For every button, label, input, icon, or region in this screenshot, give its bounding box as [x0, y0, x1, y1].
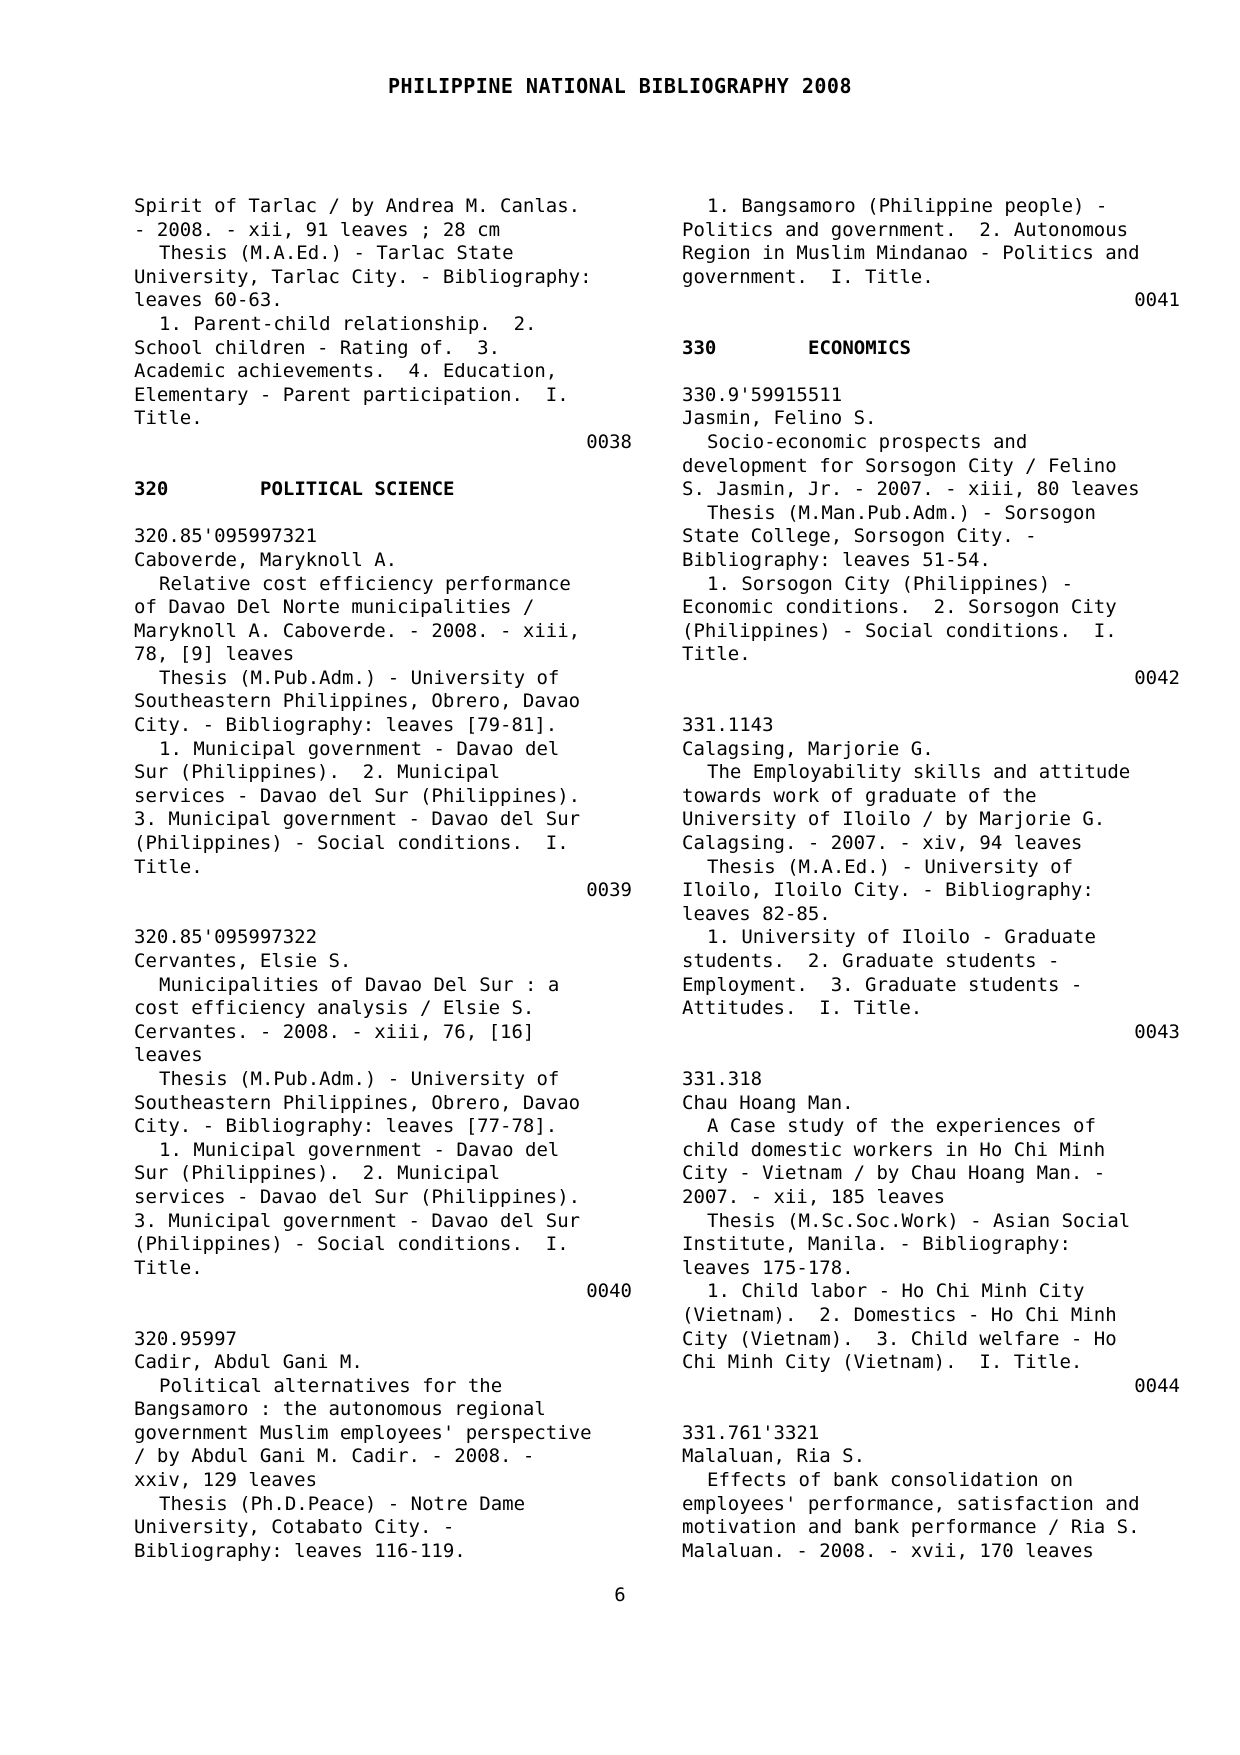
- entry-number: 0040: [586, 1280, 632, 1303]
- entry-author: Caboverde, Maryknoll A.: [134, 548, 398, 571]
- bib-entry: [134, 926, 632, 1304]
- entry-line: leaves: [134, 1044, 203, 1067]
- bib-entry: [682, 714, 1180, 1044]
- entry-line: Sur (Philippines). 2. Municipal: [134, 761, 501, 784]
- entry-line: development for Sorsogon City / Felino: [682, 454, 1117, 477]
- entry-line: 3. Municipal government - Davao del Sur: [134, 1209, 581, 1232]
- call-number: 331.318: [682, 1067, 763, 1090]
- section-code: 330: [682, 336, 717, 359]
- entry-line: 78, [9] leaves: [134, 643, 295, 666]
- section-code: 320: [134, 478, 169, 501]
- right-column: [682, 195, 1180, 1587]
- entry-line: services - Davao del Sur (Philippines).: [134, 1185, 581, 1208]
- entry-line: Socio-economic prospects and: [707, 430, 1028, 453]
- entry-number: 0042: [1134, 666, 1180, 689]
- entry-line: City. - Bibliography: leaves [77-78].: [134, 1115, 558, 1138]
- entry-line: leaves 175-178.: [682, 1256, 854, 1279]
- entry-line: A Case study of the experiences of: [707, 1115, 1096, 1138]
- call-number: 330.9'59915511: [682, 383, 843, 406]
- entry-line: Thesis (M.Pub.Adm.) - University of: [159, 1067, 560, 1090]
- entry-line: Bibliography: leaves 51-54.: [682, 548, 991, 571]
- entry-line: Effects of bank consolidation on: [707, 1469, 1074, 1492]
- entry-author: Calagsing, Marjorie G.: [682, 737, 934, 760]
- call-number: 320.85'095997321: [134, 525, 318, 548]
- entry-line: - 2008. - xii, 91 leaves ; 28 cm: [134, 218, 501, 241]
- entry-line: Cervantes. - 2008. - xiii, 76, [16]: [134, 1020, 535, 1043]
- entry-line: 3. Municipal government - Davao del Sur: [134, 808, 581, 831]
- entry-line: University of Iloilo / by Marjorie G.: [682, 808, 1106, 831]
- entry-line: (Vietnam). 2. Domestics - Ho Chi Minh: [682, 1303, 1117, 1326]
- entry-line: Southeastern Philippines, Obrero, Davao: [134, 690, 581, 713]
- left-column: [134, 195, 632, 1587]
- entry-line: Employment. 3. Graduate students -: [682, 973, 1083, 996]
- entry-line: University, Cotabato City. -: [134, 1516, 455, 1539]
- entry-line: child domestic workers in Ho Chi Minh: [682, 1138, 1106, 1161]
- entry-line: City. - Bibliography: leaves [79-81].: [134, 714, 558, 737]
- call-number: 320.85'095997322: [134, 926, 318, 949]
- entry-line: 1. Child labor - Ho Chi Minh City: [707, 1280, 1085, 1303]
- entry-line: Region in Muslim Mindanao - Politics and: [682, 242, 1140, 265]
- entry-line: towards work of graduate of the: [682, 784, 1037, 807]
- bib-entry: [682, 1068, 1180, 1398]
- entry-line: Title.: [134, 1256, 203, 1279]
- entry-line: 1. Municipal government - Davao del: [159, 1138, 560, 1161]
- entry-line: Thesis (M.A.Ed.) - University of: [707, 855, 1074, 878]
- entry-line: Thesis (M.Pub.Adm.) - University of: [159, 666, 560, 689]
- entry-line: employees' performance, satisfaction and: [682, 1492, 1140, 1515]
- bib-entry: [134, 525, 632, 903]
- entry-line: Municipalities of Davao Del Sur : a: [159, 973, 560, 996]
- bib-entry: [134, 1328, 632, 1564]
- entry-line: 1. Bangsamoro (Philippine people) -: [707, 195, 1108, 217]
- entry-line: xxiv, 129 leaves: [134, 1469, 318, 1492]
- entry-line: (Philippines) - Social conditions. I.: [682, 619, 1117, 642]
- entry-line: 1. Parent-child relationship. 2.: [159, 312, 537, 335]
- entry-line: 1. Municipal government - Davao del: [159, 737, 560, 760]
- entry-line: Bangsamoro : the autonomous regional: [134, 1398, 546, 1421]
- entry-line: motivation and bank performance / Ria S.: [682, 1516, 1140, 1539]
- section-heading-330: [682, 337, 1180, 361]
- entry-line: Institute, Manila. - Bibliography:: [682, 1233, 1071, 1256]
- entry-line: Southeastern Philippines, Obrero, Davao: [134, 1091, 581, 1114]
- entry-line: Title.: [134, 855, 203, 878]
- entry-line: Title.: [682, 643, 751, 666]
- entry-line: (Philippines) - Social conditions. I.: [134, 1233, 569, 1256]
- bib-entry-continued: [682, 195, 1180, 313]
- entry-line: Economic conditions. 2. Sorsogon City: [682, 596, 1117, 619]
- entry-line: School children - Rating of. 3.: [134, 336, 501, 359]
- entry-line: S. Jasmin, Jr. - 2007. - xiii, 80 leaves: [682, 478, 1140, 501]
- entry-author: Malaluan, Ria S.: [682, 1445, 866, 1468]
- entry-line: Bibliography: leaves 116-119.: [134, 1539, 466, 1562]
- entry-number: 0039: [586, 879, 632, 902]
- entry-author: Chau Hoang Man.: [682, 1091, 854, 1114]
- entry-line: Academic achievements. 4. Education,: [134, 360, 558, 383]
- entry-line: Iloilo, Iloilo City. - Bibliography:: [682, 879, 1094, 902]
- entry-line: 1. Sorsogon City (Philippines) -: [707, 572, 1074, 595]
- entry-line: Thesis (M.Sc.Soc.Work) - Asian Social: [707, 1209, 1131, 1232]
- entry-line: 1. University of Iloilo - Graduate: [707, 926, 1096, 949]
- entry-line: Elementary - Parent participation. I.: [134, 383, 569, 406]
- entry-line: students. 2. Graduate students -: [682, 950, 1060, 972]
- entry-line: Thesis (M.A.Ed.) - Tarlac State: [159, 242, 514, 265]
- entry-line: leaves 82-85.: [682, 902, 831, 925]
- call-number: 331.761'3321: [682, 1421, 820, 1444]
- entry-line: Political alternatives for the: [159, 1374, 503, 1397]
- entry-author: Jasmin, Felino S.: [682, 407, 877, 430]
- entry-line: Attitudes. I. Title.: [682, 997, 923, 1020]
- section-title: ECONOMICS: [808, 336, 911, 359]
- entry-number: 0044: [1134, 1374, 1180, 1397]
- page-number: 6: [614, 1584, 626, 1606]
- entry-line: Maryknoll A. Caboverde. - 2008. - xiii,: [134, 619, 581, 642]
- bib-entry: [682, 384, 1180, 691]
- call-number: 320.95997: [134, 1327, 237, 1350]
- entry-line: Spirit of Tarlac / by Andrea M. Canlas.: [134, 195, 581, 217]
- entry-line: University, Tarlac City. - Bibliography:: [134, 265, 592, 288]
- page-header: PHILIPPINE NATIONAL BIBLIOGRAPHY 2008: [387, 74, 853, 98]
- call-number: 331.1143: [682, 714, 774, 737]
- entry-line: of Davao Del Norte municipalities /: [134, 596, 535, 619]
- entry-line: cost efficiency analysis / Elsie S.: [134, 997, 535, 1020]
- entry-author: Cervantes, Elsie S.: [134, 950, 352, 972]
- entry-line: services - Davao del Sur (Philippines).: [134, 784, 581, 807]
- entry-line: State College, Sorsogon City. -: [682, 525, 1037, 548]
- entry-line: Sur (Philippines). 2. Municipal: [134, 1162, 501, 1185]
- entry-line: The Employability skills and attitude: [707, 761, 1131, 784]
- entry-line: Calagsing. - 2007. - xiv, 94 leaves: [682, 832, 1083, 855]
- bib-entry-continued: [134, 195, 632, 455]
- section-title: POLITICAL SCIENCE: [260, 478, 455, 501]
- entry-author: Cadir, Abdul Gani M.: [134, 1351, 363, 1374]
- entry-line: Politics and government. 2. Autonomous: [682, 218, 1129, 241]
- entry-line: Relative cost efficiency performance: [159, 572, 571, 595]
- entry-line: (Philippines) - Social conditions. I.: [134, 832, 569, 855]
- entry-line: Thesis (Ph.D.Peace) - Notre Dame: [159, 1492, 526, 1515]
- entry-line: Chi Minh City (Vietnam). I. Title.: [682, 1351, 1083, 1374]
- entry-line: 2007. - xii, 185 leaves: [682, 1185, 946, 1208]
- entry-line: City - Vietnam / by Chau Hoang Man. -: [682, 1162, 1106, 1185]
- entry-number: 0041: [1134, 289, 1180, 312]
- entry-number: 0043: [1134, 1020, 1180, 1043]
- entry-line: / by Abdul Gani M. Cadir. - 2008. -: [134, 1445, 535, 1468]
- entry-line: Malaluan. - 2008. - xvii, 170 leaves: [682, 1539, 1094, 1562]
- entry-line: leaves 60-63.: [134, 289, 283, 312]
- entry-line: Title.: [134, 407, 203, 430]
- entry-line: government Muslim employees' perspective: [134, 1421, 592, 1444]
- bib-entry: [682, 1422, 1180, 1564]
- entry-line: government. I. Title.: [682, 265, 934, 288]
- entry-line: Thesis (M.Man.Pub.Adm.) - Sorsogon: [707, 501, 1096, 524]
- entry-line: City (Vietnam). 3. Child welfare - Ho: [682, 1327, 1117, 1350]
- section-heading-320: [134, 478, 632, 502]
- entry-number: 0038: [586, 430, 632, 453]
